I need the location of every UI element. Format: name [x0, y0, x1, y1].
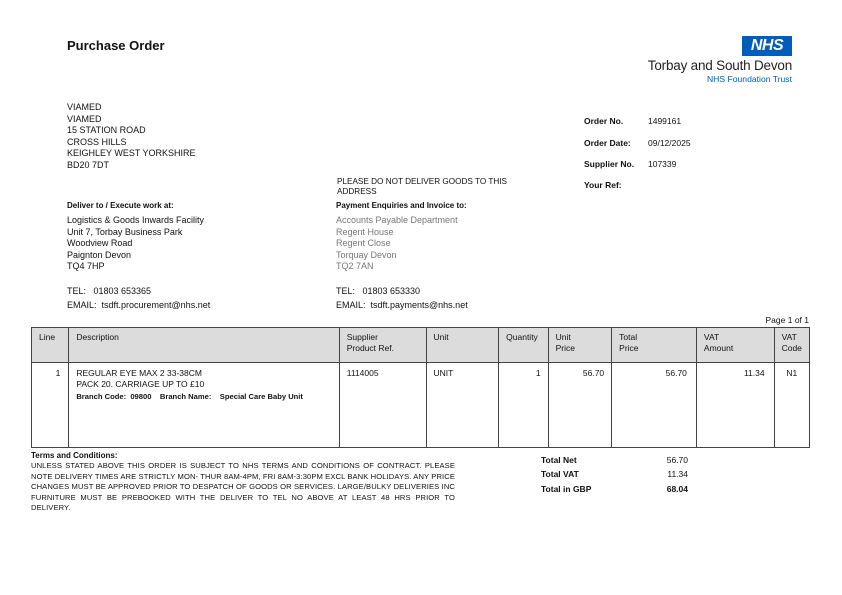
deliver-tel: TEL: 01803 653365 — [67, 286, 152, 296]
cell-description — [69, 363, 339, 448]
cell-unit-price: 56.70 — [548, 363, 612, 448]
invoice-heading: Payment Enquiries and Invoice to: — [336, 201, 467, 210]
cell-quantity: 1 — [499, 363, 548, 448]
total-gbp-label: Total in GBP — [541, 484, 592, 494]
page-number: Page 1 of 1 — [765, 315, 809, 325]
order-no-value: 1499161 — [648, 116, 682, 126]
col-total-price: Total Price — [612, 328, 697, 363]
deliver-email: EMAIL: tsdft.procurement@nhs.net — [67, 300, 211, 310]
cell-unit: UNIT — [426, 363, 499, 448]
deliver-line: TQ4 7HP — [67, 261, 105, 271]
deliver-line: Unit 7, Torbay Business Park — [67, 226, 183, 237]
total-net-label: Total Net — [541, 455, 577, 465]
col-vat-amount: VAT Amount — [696, 328, 774, 363]
col-unit-price: Unit Price — [548, 328, 612, 363]
description-line-1: REGULAR EYE MAX 2 33-38CM — [76, 368, 202, 378]
col-quantity: Quantity — [499, 328, 548, 363]
terms-body: UNLESS STATED ABOVE THIS ORDER IS SUBJECT TO NHS TERMS AND CONDITIONS OF CONTRACT. PLEASE NOTE DELIVERY TIMES ARE STRICTLY MON- THUR 8AM-4PM, FRI 8AM-3:30PM EXCL BANK HOLIDAYS. ANY PRICE CHANGES MUST BE APPROVED PRIOR TO DESPATCH OF GOODS OR SERVICES. LARGE/BULKY DELIVERIES INC FURNITURE MUST BE PREBOOKED WITH THE DELIVER TO TEL NO ABOVE AT LEAST 48 HRS PRIOR TO DELIVERY. — [31, 461, 455, 512]
total-vat-label: Total VAT — [541, 469, 579, 479]
total-vat-value: 11.34 — [667, 469, 688, 479]
supplier-line: KEIGHLEY WEST YORKSHIRE — [67, 148, 196, 158]
nhs-logo — [628, 36, 792, 88]
order-date-value: 09/12/2025 — [648, 138, 691, 148]
nhs-badge: NHS — [742, 36, 792, 56]
deliver-address — [67, 215, 204, 273]
your-ref-row — [584, 180, 648, 190]
your-ref-label: Your Ref: — [584, 180, 622, 190]
total-vat-row — [541, 469, 688, 479]
description-line-2: PACK 20. CARRIAGE UP TO £10 — [76, 379, 205, 389]
supplier-line: BD20 7DT — [67, 159, 110, 170]
col-vat-code: VAT Code — [774, 328, 809, 363]
supplier-line: CROSS HILLS — [67, 136, 127, 147]
supplier-no-label: Supplier No. — [584, 159, 635, 169]
document-title: Purchase Order — [67, 38, 165, 53]
col-line: Line — [32, 328, 69, 363]
supplier-line: VIAMED — [67, 113, 102, 124]
table-header-row — [32, 328, 810, 363]
cell-supplier-ref: 1114005 — [339, 363, 426, 448]
supplier-no-row — [584, 159, 676, 169]
org-name: Torbay and South Devon — [647, 58, 792, 73]
deliver-line: Logistics & Goods Inwards Facility — [67, 215, 205, 225]
cell-line: 1 — [32, 363, 69, 448]
branch-info: Branch Code: 09800 Branch Name: Special Care Baby Unit — [76, 392, 303, 401]
total-gbp-row — [541, 484, 688, 494]
order-no-label: Order No. — [584, 116, 624, 126]
total-net-value: 56.70 — [666, 455, 688, 465]
total-gbp-value: 68.04 — [666, 484, 688, 494]
cell-vat-code: N1 — [774, 363, 809, 448]
col-description: Description — [69, 328, 339, 363]
invoice-line: Regent House — [336, 226, 394, 237]
terms-block — [31, 451, 455, 514]
invoice-line: Accounts Payable Department — [336, 215, 458, 225]
trust-name: NHS Foundation Trust — [706, 74, 792, 84]
order-date-label: Order Date: — [584, 138, 631, 148]
cell-total-price: 56.70 — [612, 363, 697, 448]
table-row — [32, 363, 810, 448]
terms-heading: Terms and Conditions: — [31, 451, 118, 460]
invoice-line: Regent Close — [336, 238, 391, 248]
invoice-address — [336, 215, 458, 273]
supplier-address — [67, 102, 196, 171]
do-not-deliver-notice: PLEASE DO NOT DELIVER GOODS TO THIS ADDRESS — [337, 177, 508, 196]
order-no-row — [584, 116, 681, 126]
order-date-row — [584, 138, 691, 148]
col-unit: Unit — [426, 328, 499, 363]
deliver-heading: Deliver to / Execute work at: — [67, 201, 174, 210]
deliver-line: Woodview Road — [67, 238, 133, 248]
supplier-line: VIAMED — [67, 102, 102, 112]
invoice-line: Torquay Devon — [336, 249, 397, 260]
col-supplier-ref: Supplier Product Ref. — [339, 328, 426, 363]
supplier-line: 15 STATION ROAD — [67, 125, 146, 135]
invoice-line: TQ2 7AN — [336, 261, 374, 271]
cell-vat-amount: 11.34 — [696, 363, 774, 448]
supplier-no-value: 107339 — [648, 159, 677, 169]
total-net-row — [541, 455, 688, 465]
deliver-line: Paignton Devon — [67, 249, 132, 260]
invoice-tel: TEL: 01803 653330 — [336, 286, 421, 296]
invoice-email: EMAIL: tsdft.payments@nhs.net — [336, 300, 468, 310]
order-lines-table — [31, 327, 810, 448]
